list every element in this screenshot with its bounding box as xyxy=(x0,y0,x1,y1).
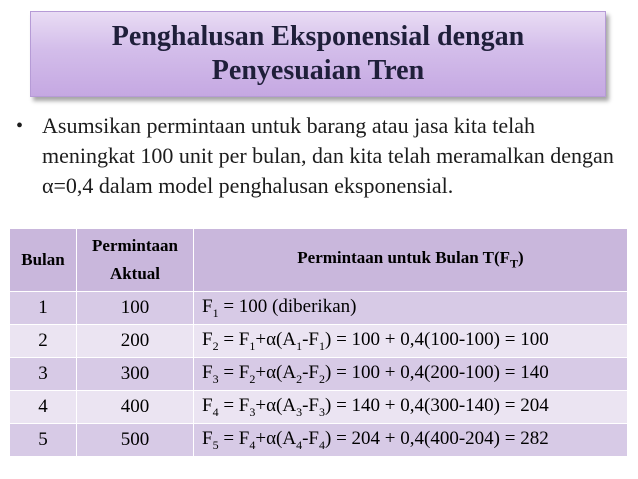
bullet-text: Asumsikan permintaan untuk barang atau jasa kita telah meningkat 100 unit per bulan, dan kita telah meramalkan dengan α=0,4 dalam model penghalusan eksponensial. xyxy=(42,113,614,198)
cell-formula: $F_4 = F_3+\alpha(A_3-F_3) = 140 + 0,4(300-140) = 204$ xyxy=(194,391,628,424)
cell-bulan: 3 xyxy=(10,358,77,391)
cell-formula: $F_5 = F_4+\alpha(A_4-F_4) = 204 + 0,4(400-204) = 282$ xyxy=(194,424,628,457)
forecast-table xyxy=(10,229,628,457)
cell-bulan: 4 xyxy=(10,391,77,424)
cell-aktual: 200 xyxy=(77,325,194,358)
header-forecast xyxy=(194,229,628,292)
cell-aktual: 400 xyxy=(77,391,194,424)
cell-aktual: 300 xyxy=(77,358,194,391)
header-forecast-prefix: Permintaan untuk Bulan T(F xyxy=(297,248,511,268)
cell-bulan: 5 xyxy=(10,424,77,457)
title-box xyxy=(30,11,606,97)
cell-aktual: 500 xyxy=(77,424,194,457)
table-row xyxy=(10,424,628,457)
table-row xyxy=(10,292,628,325)
header-forecast-suffix: ) xyxy=(518,248,524,268)
table-row xyxy=(10,358,628,391)
slide-title: Penghalusan Eksponensial dengan Penyesuaian Tren xyxy=(111,21,525,86)
bullet-icon: • xyxy=(16,115,24,137)
header-bulan: Bulan xyxy=(10,229,77,292)
table-header-row xyxy=(10,229,628,292)
table-row xyxy=(10,391,628,424)
cell-formula: $F_3 = F_2+\alpha(A_2-F_2) = 100 + 0,4(200-100) = 140$ xyxy=(194,358,628,391)
cell-formula: $F_2 = F_1+\alpha(A_1-F_1) = 100 + 0,4(100-100) = 100$ xyxy=(194,325,628,358)
cell-formula: $F_1 = 100$ (diberikan) xyxy=(194,292,628,325)
bullet-point xyxy=(16,111,620,201)
table-body xyxy=(10,292,628,457)
header-forecast-sub: T xyxy=(510,256,519,271)
cell-bulan: 1 xyxy=(10,292,77,325)
table-row xyxy=(10,325,628,358)
cell-bulan: 2 xyxy=(10,325,77,358)
header-permintaan-aktual: Permintaan Aktual xyxy=(77,229,194,292)
cell-aktual: 100 xyxy=(77,292,194,325)
